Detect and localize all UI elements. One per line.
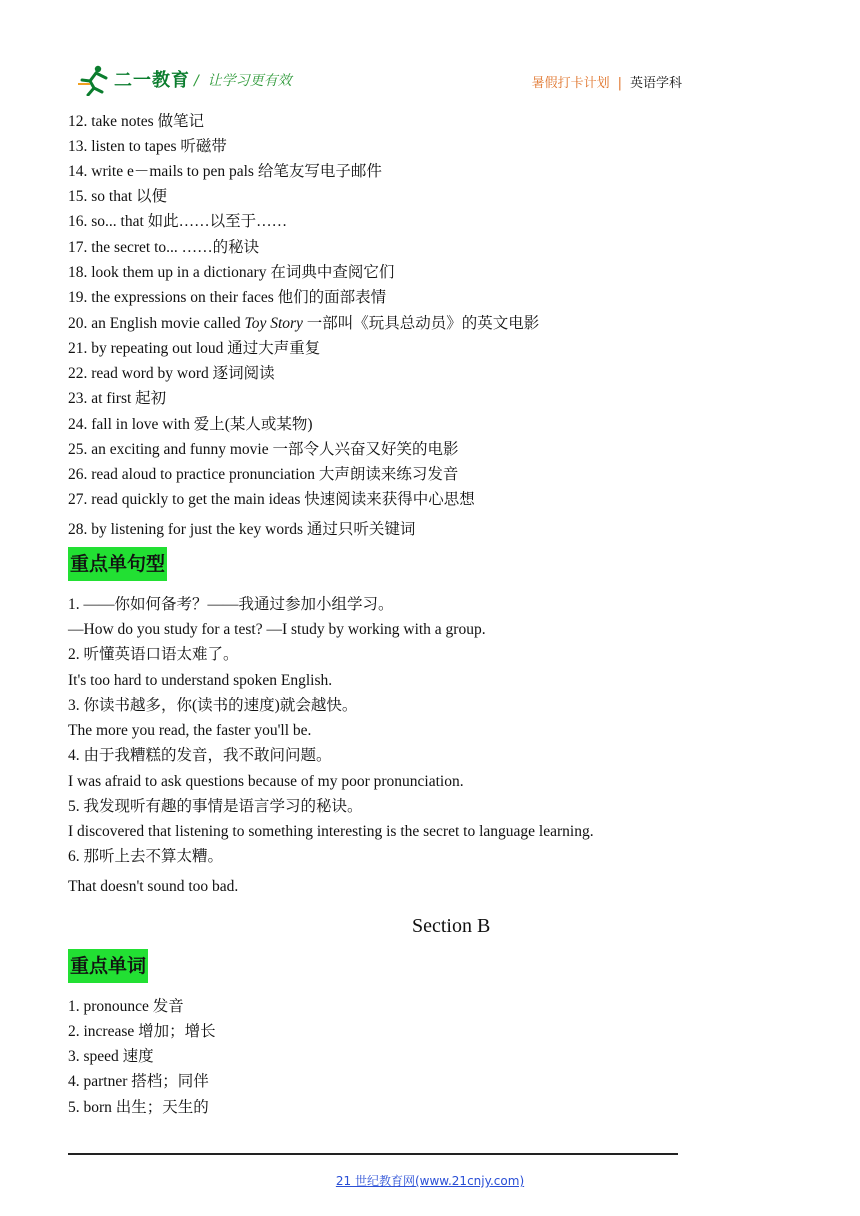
- sentence-en: —How do you study for a test? —I study by working with a group.: [68, 621, 486, 638]
- phrase-item: 16. so... that 如此……以至于……: [68, 213, 288, 230]
- sentence-en: The more you read, the faster you'll be.: [68, 722, 312, 739]
- phrase-item: 21. by repeating out loud 通过大声重复: [68, 340, 321, 357]
- section-b-title: Section B: [412, 915, 491, 937]
- sentence-en: That doesn't sound too bad.: [68, 878, 239, 895]
- word-item: 2. increase 增加；增长: [68, 1023, 216, 1040]
- phrase-item: 25. an exciting and funny movie 一部令人兴奋又好笑的电影: [68, 441, 459, 458]
- slogan: / 让学习更有效: [194, 73, 292, 89]
- sentence-zh: 1. ——你如何备考？——我通过参加小组学习。: [68, 596, 394, 613]
- phrase-item: 13. listen to tapes 听磁带: [68, 138, 227, 155]
- phrase-item: 28. by listening for just the key words 通过只听关键词: [68, 521, 416, 538]
- phrase-item: 14. write e－mails to pen pals 给笔友写电子邮件: [68, 163, 382, 180]
- word-item: 1. pronounce 发音: [68, 998, 184, 1015]
- word-item: 5. born 出生；天生的: [68, 1099, 209, 1116]
- phrase-item: 23. at first 起初: [68, 390, 167, 407]
- footer-divider: [68, 1153, 678, 1155]
- phrase-item: 22. read word by word 逐词阅读: [68, 365, 275, 382]
- phrase-item: 17. the secret to... ……的秘诀: [68, 239, 260, 256]
- header-right: [532, 72, 682, 91]
- logo-text: 二一教育: [114, 70, 190, 91]
- phrase-item: 15. so that 以便: [68, 188, 168, 205]
- phrase-item: 19. the expressions on their faces 他们的面部表情: [68, 289, 387, 306]
- sentence-en: It's too hard to understand spoken English.: [68, 672, 333, 689]
- sentence-zh: 3. 你读书越多，你(读书的速度)就会越快。: [68, 697, 358, 714]
- header-separator: |: [617, 76, 622, 91]
- sentence-en: I discovered that listening to something interesting is the secret to language learning.: [68, 823, 594, 840]
- footer-link[interactable]: 21 世纪教育网(www.21cnjy.com): [335, 1174, 525, 1188]
- phrase-item: 12. take notes 做笔记: [68, 113, 205, 130]
- phrase-item: 24. fall in love with 爱上(某人或某物): [68, 416, 313, 433]
- movie-title: Toy Story: [244, 315, 303, 332]
- heading-key-words: 重点单词: [68, 949, 148, 983]
- page-header: [76, 60, 682, 100]
- phrase-20-start: 20. an English movie called: [68, 315, 245, 332]
- phrase-item: 26. read aloud to practice pronunciation 大声朗读来练习发音: [68, 466, 459, 483]
- sentence-zh: 6. 那听上去不算太糟。: [68, 848, 224, 865]
- phrase-item: 18. look them up in a dictionary 在词典中查阅它们: [68, 264, 395, 281]
- heading-key-sentences: 重点单句型: [68, 547, 167, 581]
- phrase-item-20: [68, 314, 539, 334]
- sentence-zh: 2. 听懂英语口语太难了。: [68, 646, 239, 663]
- word-item: 4. partner 搭档；同伴: [68, 1073, 209, 1090]
- subject-label: 英语学科: [629, 76, 682, 91]
- phrase-20-rest: 一部叫《玩具总动员》的英文电影: [302, 315, 540, 332]
- sentence-zh: 4. 由于我糟糕的发音，我不敢问问题。: [68, 747, 332, 764]
- sentence-zh: 5. 我发现听有趣的事情是语言学习的秘诀。: [68, 798, 363, 815]
- plan-label: 暑假打卡计划: [531, 76, 610, 91]
- sentence-en: I was afraid to ask questions because of my poor pronunciation.: [68, 773, 464, 790]
- phrase-item: 27. read quickly to get the main ideas 快速阅读来获得中心思想: [68, 491, 475, 508]
- word-item: 3. speed 速度: [68, 1048, 154, 1065]
